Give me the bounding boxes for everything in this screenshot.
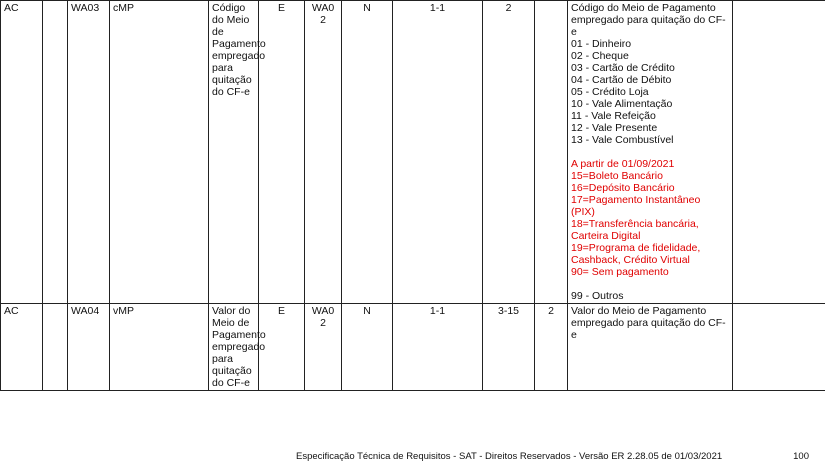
table-row [1,1,825,304]
payment-code-other: 99 - Outros [571,290,624,302]
new-payment-codes: A partir de 01/09/2021 15=Boleto Bancário 16=Depósito Bancário 17=Pagamento Instantâneo (PIX) 18=Transferência bancária, Carteira Digital 19=Programa de fidelidade, Cashback, Crédito Virtual 90= Sem pagamento [571,158,701,278]
type-cell: N [342,304,393,391]
occurrence-cell: 1-1 [393,304,483,391]
blank-cell [43,304,68,391]
source-cell [733,304,825,391]
occurrence-cell: 1-1 [393,1,483,304]
table-row [1,304,825,391]
size-cell: 2 [483,1,535,304]
id-cell: WA04 [68,304,110,391]
field-cell: cMP [110,1,209,304]
decimals-cell: 2 [535,304,568,391]
payment-codes-list: 01 - Dinheiro 02 - Cheque 03 - Cartão de Crédito 04 - Cartão de Débito 05 - Crédito Loja 10 - Vale Alimentação 11 - Vale Refeição 12 - Vale Presente 13 - Vale Combustível [571,38,675,146]
decimals-cell [535,1,568,304]
source-cell [733,1,825,304]
blank-cell [43,1,68,304]
parent-cell: WA0 2 [305,304,342,391]
element-cell: E [259,304,305,391]
description-cell: Código do Meio de Pagamento empregado para quitação do CF-e [209,1,259,304]
element-cell: E [259,1,305,304]
footer-text: Especificação Técnica de Requisitos - SAT - Direitos Reservados - Versão ER 2.28.05 de 01/03/2021 [296,451,723,462]
observation-intro: Código do Meio de Pagamento empregado para quitação do CF- e [571,2,726,38]
field-cell: vMP [110,304,209,391]
page-footer [0,451,825,465]
group-cell: AC [1,304,43,391]
page-number: 100 [793,451,809,462]
type-cell: N [342,1,393,304]
parent-cell: WA0 2 [305,1,342,304]
group-cell: AC [1,1,43,304]
description-cell: Valor do Meio de Pagamento empregado para quitação do CF-e [209,304,259,391]
observation-cell [568,1,733,304]
observation-cell: Valor do Meio de Pagamento empregado para quitação do CF- e [568,304,733,391]
id-cell: WA03 [68,1,110,304]
size-cell: 3-15 [483,304,535,391]
